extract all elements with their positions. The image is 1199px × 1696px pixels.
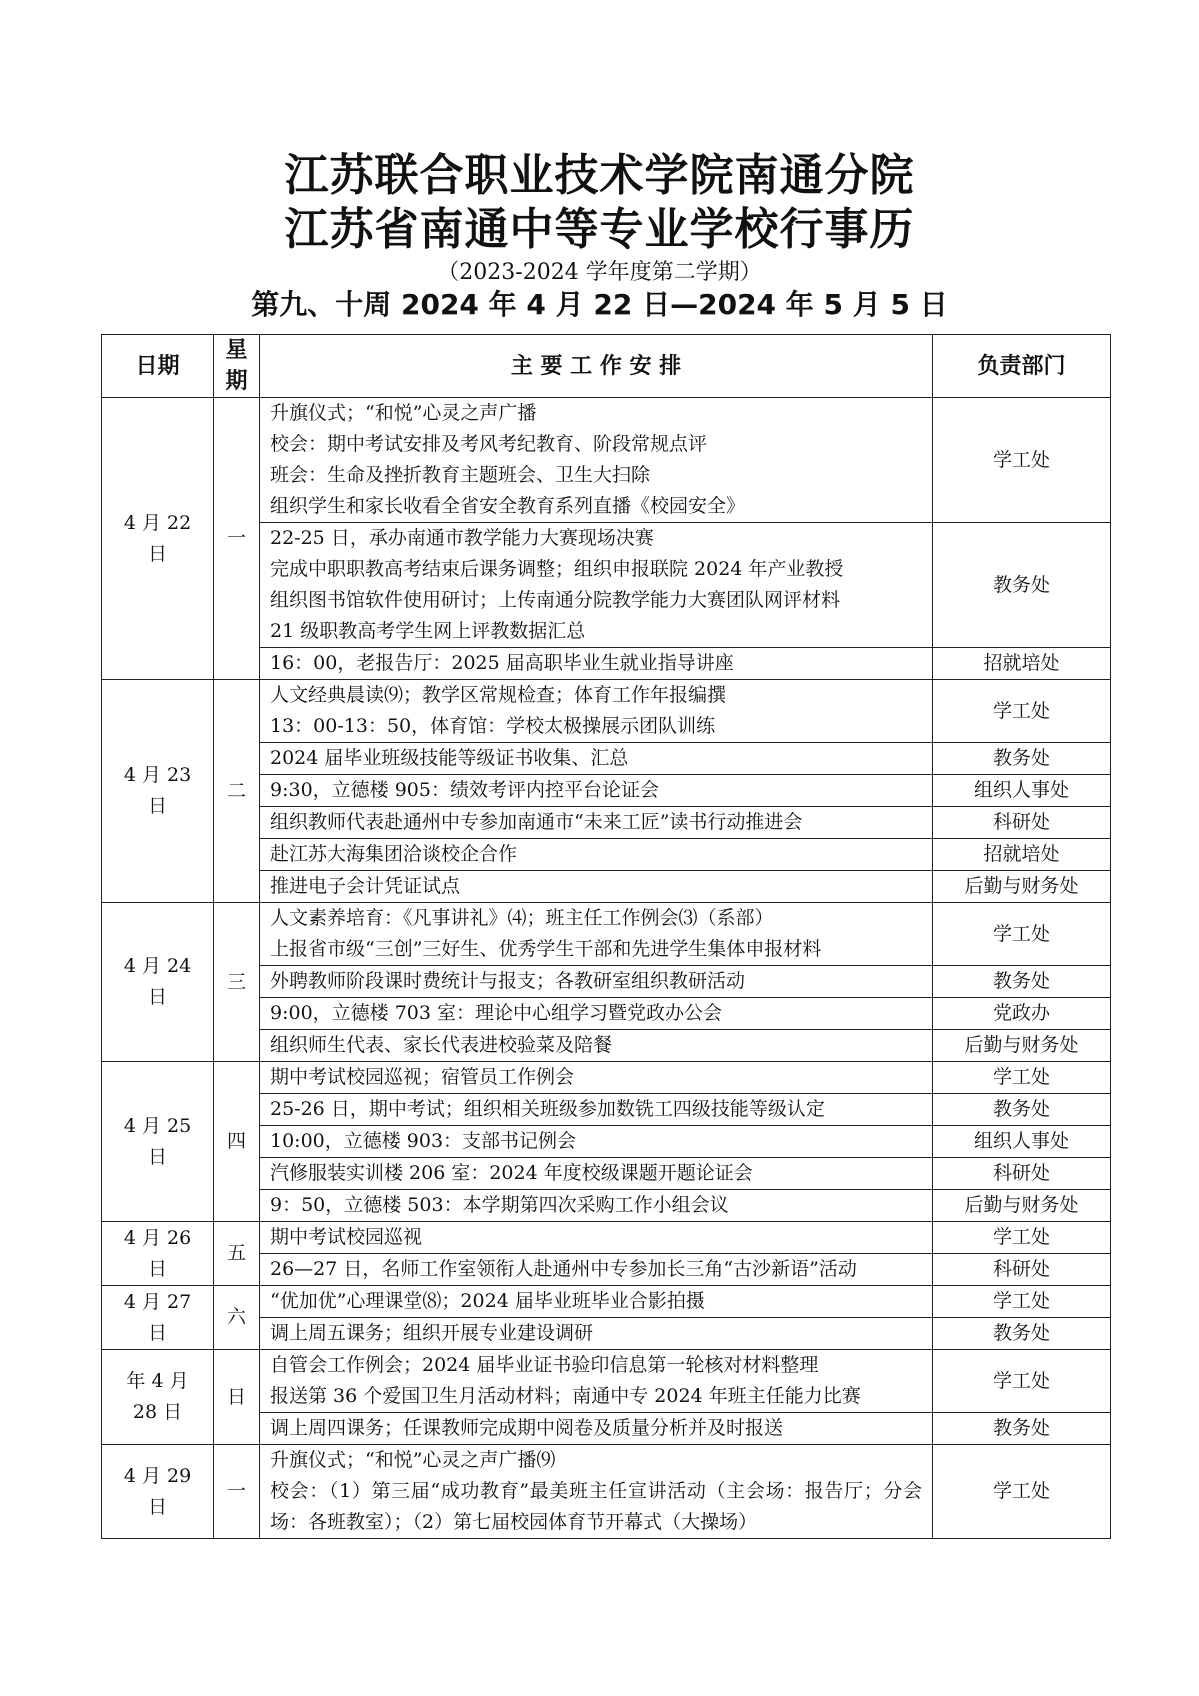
weekday-cell: 一 [214, 1445, 260, 1539]
date-cell: 4 月 25 日 [102, 1062, 214, 1222]
column-header-weekday-line2: 期 [225, 369, 248, 394]
task-line: 外聘教师阶段课时费统计与报支；各教研室组织教研活动 [270, 970, 746, 992]
task-cell [260, 775, 933, 807]
task-line: 人文素养培育：《凡事讲礼》⑷；班主任工作例会⑶（系部） [270, 907, 774, 929]
dept-cell: 招就培处 [933, 839, 1111, 871]
dept-cell: 学工处 [933, 398, 1111, 523]
task-line: 16：00，老报告厅：2025 届高职毕业生就业指导讲座 [270, 652, 734, 674]
task-line: 组织图书馆软件使用研讨；上传南通分院教学能力大赛团队网评材料 [270, 589, 841, 611]
dept-cell: 学工处 [933, 903, 1111, 966]
table-row [102, 1350, 1111, 1413]
task-line: 22-25 日，承办南通市教学能力大赛现场决赛 [270, 527, 654, 549]
task-cell [260, 1062, 933, 1094]
task-cell [260, 398, 933, 523]
task-cell [260, 871, 933, 903]
table-row [102, 1445, 1111, 1539]
task-line: 21 级职教高考学生网上评教数据汇总 [270, 620, 586, 642]
date-cell: 4 月 22 日 [102, 398, 214, 680]
dept-cell: 后勤与财务处 [933, 1190, 1111, 1222]
task-cell [260, 1030, 933, 1062]
task-line: 调上周五课务；组织开展专业建设调研 [270, 1322, 594, 1344]
task-cell [260, 1222, 933, 1254]
weekday-cell: 五 [214, 1222, 260, 1286]
date-cell: 4 月 27 日 [102, 1286, 214, 1350]
task-cell [260, 1190, 933, 1222]
date-cell: 4 月 23 日 [102, 680, 214, 903]
column-header-dept: 负责部门 [933, 335, 1111, 398]
task-line: 校会：期中考试安排及考风考纪教育、阶段常规点评 [270, 433, 708, 455]
task-line: 组织师生代表、家长代表进校验菜及陪餐 [270, 1034, 613, 1056]
table-row [102, 398, 1111, 523]
task-cell [260, 523, 933, 648]
task-cell [260, 1445, 933, 1539]
table-row [102, 1062, 1111, 1094]
task-cell [260, 743, 933, 775]
task-line: 自管会工作例会；2024 届毕业证书验印信息第一轮核对材料整理 [270, 1354, 819, 1376]
dept-cell: 教务处 [933, 1094, 1111, 1126]
dept-cell: 后勤与财务处 [933, 871, 1111, 903]
task-cell [260, 1126, 933, 1158]
week-range: 第九、十周 2024 年 4 月 22 日—2024 年 5 月 5 日 [251, 288, 948, 321]
weekday-cell: 日 [214, 1350, 260, 1445]
task-line: 13：00-13：50，体育馆：学校太极操展示团队训练 [270, 715, 716, 737]
table-row [102, 1222, 1111, 1254]
dept-cell: 学工处 [933, 1286, 1111, 1318]
task-line: 9:30，立德楼 905：绩效考评内控平台论证会 [270, 779, 659, 801]
dept-cell: 学工处 [933, 1222, 1111, 1254]
dept-cell: 教务处 [933, 1318, 1111, 1350]
task-line: 推进电子会计凭证试点 [270, 875, 461, 897]
task-line: 班会：生命及挫折教育主题班会、卫生大扫除 [270, 464, 651, 486]
task-line: 升旗仪式；“和悦”心灵之声广播⑼ [270, 1449, 556, 1471]
task-cell [260, 1413, 933, 1445]
task-cell [260, 1254, 933, 1286]
task-line: 9:00，立德楼 703 室：理论中心组学习暨党政办公会 [270, 1002, 723, 1024]
task-cell [260, 648, 933, 680]
task-cell [260, 1318, 933, 1350]
column-header-weekday [214, 335, 260, 398]
dept-cell: 教务处 [933, 523, 1111, 648]
semester-subtitle: （2023-2024 学年度第二学期） [437, 260, 762, 285]
task-line: 升旗仪式；“和悦”心灵之声广播 [270, 402, 537, 424]
date-cell: 4 月 24 日 [102, 903, 214, 1062]
weekday-cell: 六 [214, 1286, 260, 1350]
task-cell [260, 998, 933, 1030]
dept-cell: 学工处 [933, 1350, 1111, 1413]
task-cell [260, 1158, 933, 1190]
date-cell: 4 月 29 日 [102, 1445, 214, 1539]
schedule-body [102, 398, 1111, 1539]
task-line: 赴江苏大海集团洽谈校企合作 [270, 843, 518, 865]
task-line: 人文经典晨读⑼；教学区常规检查；体育工作年报编撰 [270, 684, 727, 706]
task-cell [260, 966, 933, 998]
task-cell [260, 903, 933, 966]
task-line: 2024 届毕业班级技能等级证书收集、汇总 [270, 747, 629, 769]
dept-cell: 学工处 [933, 1445, 1111, 1539]
dept-cell: 科研处 [933, 807, 1111, 839]
task-line: 组织学生和家长收看全省安全教育系列直播《校园安全》 [270, 495, 746, 517]
table-row [102, 680, 1111, 743]
column-header-weekday-line1: 星 [225, 338, 248, 363]
page-title-line1: 江苏联合职业技术学院南通分院 [284, 150, 915, 201]
task-line: 期中考试校园巡视；宿管员工作例会 [270, 1066, 575, 1088]
dept-cell: 党政办 [933, 998, 1111, 1030]
task-line: 组织教师代表赴通州中专参加南通市“未来工匠”读书行动推进会 [270, 811, 803, 833]
dept-cell: 教务处 [933, 966, 1111, 998]
task-line: “优加优”心理课堂⑻；2024 届毕业班毕业合影拍摄 [270, 1290, 705, 1312]
dept-cell: 教务处 [933, 1413, 1111, 1445]
weekday-cell: 四 [214, 1062, 260, 1222]
task-cell [260, 807, 933, 839]
task-cell [260, 1094, 933, 1126]
dept-cell: 组织人事处 [933, 1126, 1111, 1158]
table-row [102, 903, 1111, 966]
schedule-table [101, 334, 1111, 1539]
task-line: 完成中职职教高考结束后课务调整；组织申报联院 2024 年产业教授 [270, 558, 844, 580]
task-cell [260, 1286, 933, 1318]
dept-cell: 学工处 [933, 680, 1111, 743]
column-header-date: 日期 [102, 335, 214, 398]
task-line: 报送第 36 个爱国卫生月活动材料；南通中专 2024 年班主任能力比赛 [270, 1385, 861, 1407]
dept-cell: 组织人事处 [933, 775, 1111, 807]
dept-cell: 科研处 [933, 1254, 1111, 1286]
task-cell [260, 680, 933, 743]
dept-cell: 招就培处 [933, 648, 1111, 680]
weekday-cell: 一 [214, 398, 260, 680]
task-line: 26—27 日，名师工作室领衔人赴通州中专参加长三角“古沙新语”活动 [270, 1258, 857, 1280]
table-row [102, 1286, 1111, 1318]
task-line: 上报省市级“三创”三好生、优秀学生干部和先进学生集体申报材料 [270, 938, 822, 960]
weekday-cell: 二 [214, 680, 260, 903]
column-header-tasks: 主 要 工 作 安 排 [260, 335, 933, 398]
dept-cell: 科研处 [933, 1158, 1111, 1190]
dept-cell: 学工处 [933, 1062, 1111, 1094]
date-cell: 4 月 26 日 [102, 1222, 214, 1286]
task-line: 9：50，立德楼 503：本学期第四次采购工作小组会议 [270, 1194, 729, 1216]
table-header-row [102, 335, 1111, 398]
task-line: 校会：（1）第三届“成功教育”最美班主任宣讲活动（主会场：报告厅；分会场：各班教室）；（2）第七届校园体育节开幕式（大操场） [270, 1480, 922, 1533]
task-line: 10:00，立德楼 903：支部书记例会 [270, 1130, 577, 1152]
date-cell: 年 4 月 28 日 [102, 1350, 214, 1445]
dept-cell: 后勤与财务处 [933, 1030, 1111, 1062]
task-cell [260, 1350, 933, 1413]
task-line: 汽修服装实训楼 206 室：2024 年度校级课题开题论证会 [270, 1162, 753, 1184]
task-line: 25-26 日，期中考试；组织相关班级参加数铣工四级技能等级认定 [270, 1098, 825, 1120]
dept-cell: 教务处 [933, 743, 1111, 775]
page-title-line2: 江苏省南通中等专业学校行事历 [284, 204, 915, 255]
weekday-cell: 三 [214, 903, 260, 1062]
task-line: 调上周四课务；任课教师完成期中阅卷及质量分析并及时报送 [270, 1417, 784, 1439]
task-cell [260, 839, 933, 871]
task-line: 期中考试校园巡视 [270, 1226, 423, 1248]
